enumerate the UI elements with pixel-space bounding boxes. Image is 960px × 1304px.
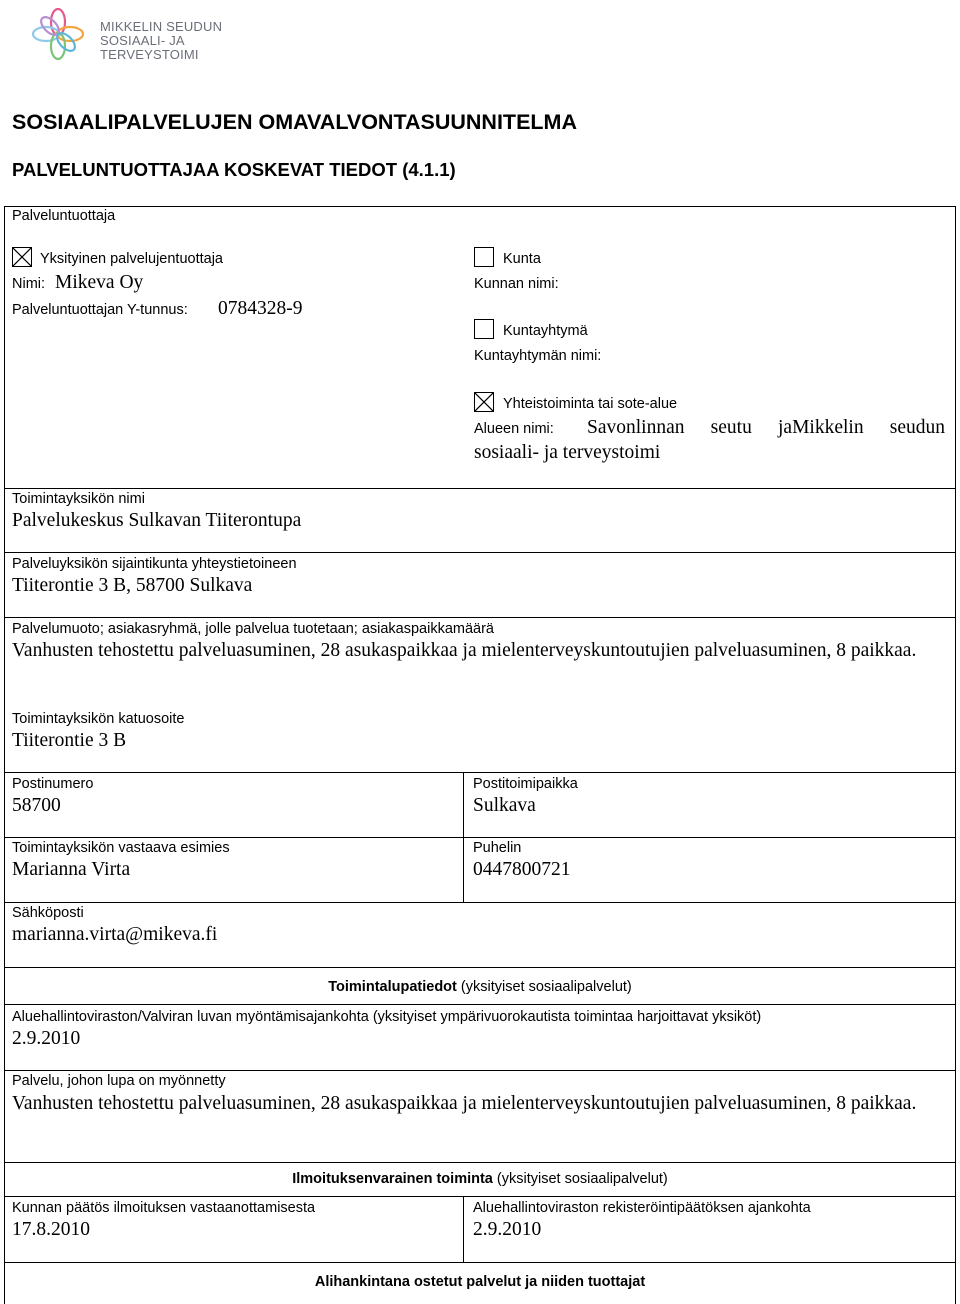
private-provider-label: Yksityinen palvelujentuottaja bbox=[40, 251, 223, 267]
registry-label: Aluehallintoviraston rekisteröintipäätöksen ajankohta bbox=[473, 1200, 811, 1216]
checkbox-cross-icon bbox=[475, 393, 493, 411]
organization-logo bbox=[28, 4, 268, 68]
kuntayhtyman-nimi-label: Kuntayhtymän nimi: bbox=[474, 348, 602, 364]
manager-label: Toimintayksikön vastaava esimies bbox=[12, 840, 230, 856]
logo-text bbox=[100, 20, 268, 62]
kuntayhtyma-checkbox[interactable] bbox=[474, 319, 494, 339]
provider-name-value: Mikeva Oy bbox=[55, 272, 144, 293]
kunnan-nimi-label: Kunnan nimi: bbox=[474, 276, 559, 292]
checkbox-cross-icon bbox=[13, 248, 31, 266]
logo-line-1: MIKKELIN SEUDUN bbox=[100, 19, 223, 34]
street-label: Toimintayksikön katuosoite bbox=[12, 711, 185, 727]
kunta-checkbox[interactable] bbox=[474, 247, 494, 267]
logo-line-2: SOSIAALI- JA TERVEYSTOIMI bbox=[100, 33, 199, 62]
post-office-label: Postitoimipaikka bbox=[473, 776, 578, 792]
ytunnus-label: Palveluntuottajan Y-tunnus: bbox=[12, 302, 188, 318]
decision-label: Kunnan päätös ilmoituksen vastaanottamisesta bbox=[12, 1200, 316, 1216]
street-value: Tiiterontie 3 B bbox=[12, 730, 127, 751]
private-provider-checkbox[interactable] bbox=[12, 247, 32, 267]
yhteistoiminta-label: Yhteistoiminta tai sote-alue bbox=[503, 396, 678, 412]
manager-value: Marianna Virta bbox=[12, 859, 131, 880]
permit-heading-rest: (yksityiset sosiaalipalvelut) bbox=[456, 979, 632, 995]
location-label: Palveluyksikön sijaintikunta yhteystietoineen bbox=[12, 556, 297, 572]
permit-service-value: Vanhusten tehostettu palveluasuminen, 28 asukaspaikkaa ja mielenterveyskuntoutujien palveluasuminen, 8 paikkaa. bbox=[12, 1093, 917, 1114]
phone-label: Puhelin bbox=[473, 840, 522, 856]
yhteistoiminta-checkbox[interactable] bbox=[474, 392, 494, 412]
provider-name-label: Nimi: bbox=[12, 276, 46, 292]
form-table bbox=[4, 206, 956, 1304]
service-type-value: Vanhusten tehostettu palveluasuminen, 28 asukaspaikkaa ja mielenterveyskuntoutujien palveluasuminen, 8 paikkaa. bbox=[12, 640, 917, 661]
notification-heading-bold: Ilmoituksenvarainen toiminta bbox=[292, 1171, 493, 1187]
alueen-nimi-value-line2: sosiaali- ja terveystoimi bbox=[474, 442, 661, 463]
permit-date-label: Aluehallintoviraston/Valviran luvan myöntämisajankohta (yksityiset ympärivuorokautista toimintaa harjoittavat yksiköt) bbox=[12, 1009, 762, 1025]
permit-heading bbox=[4, 979, 956, 995]
ytunnus-value: 0784328-9 bbox=[218, 298, 303, 319]
document-title: SOSIAALIPALVELUJEN OMAVALVONTASUUNNITELMA bbox=[12, 110, 577, 134]
notification-heading bbox=[4, 1171, 956, 1187]
email-value: marianna.virta@mikeva.fi bbox=[12, 924, 218, 945]
postal-code-label: Postinumero bbox=[12, 776, 94, 792]
location-value: Tiiterontie 3 B, 58700 Sulkava bbox=[12, 575, 253, 596]
permit-heading-bold: Toimintalupatiedot bbox=[328, 979, 457, 995]
kuntayhtyma-label: Kuntayhtymä bbox=[503, 323, 588, 339]
registry-value: 2.9.2010 bbox=[473, 1219, 542, 1240]
postal-code-value: 58700 bbox=[12, 795, 61, 816]
subcontract-heading: Alihankintana ostetut palvelut ja niiden tuottajat bbox=[314, 1274, 646, 1290]
email-label: Sähköposti bbox=[12, 905, 84, 921]
decision-value: 17.8.2010 bbox=[12, 1219, 90, 1240]
alueen-nimi-value-line1: Savonlinnan seutu jaMikkelin seudun bbox=[587, 417, 945, 438]
kunta-label: Kunta bbox=[503, 251, 541, 267]
alueen-nimi-label: Alueen nimi: bbox=[474, 421, 554, 437]
notification-heading-rest: (yksityiset sosiaalipalvelut) bbox=[492, 1171, 668, 1187]
provider-heading: Palveluntuottaja bbox=[12, 208, 116, 224]
phone-value: 0447800721 bbox=[473, 859, 571, 880]
unit-name-value: Palvelukeskus Sulkavan Tiiterontupa bbox=[12, 510, 302, 531]
unit-name-label: Toimintayksikön nimi bbox=[12, 491, 145, 507]
flower-logo-icon bbox=[28, 4, 88, 68]
permit-date-value: 2.9.2010 bbox=[12, 1028, 81, 1049]
permit-service-label: Palvelu, johon lupa on myönnetty bbox=[12, 1073, 226, 1089]
post-office-value: Sulkava bbox=[473, 795, 536, 816]
document-subtitle: PALVELUNTUOTTAJAA KOSKEVAT TIEDOT (4.1.1) bbox=[12, 159, 456, 180]
service-type-label: Palvelumuoto; asiakasryhmä, jolle palvelua tuotetaan; asiakaspaikkamäärä bbox=[12, 621, 494, 637]
